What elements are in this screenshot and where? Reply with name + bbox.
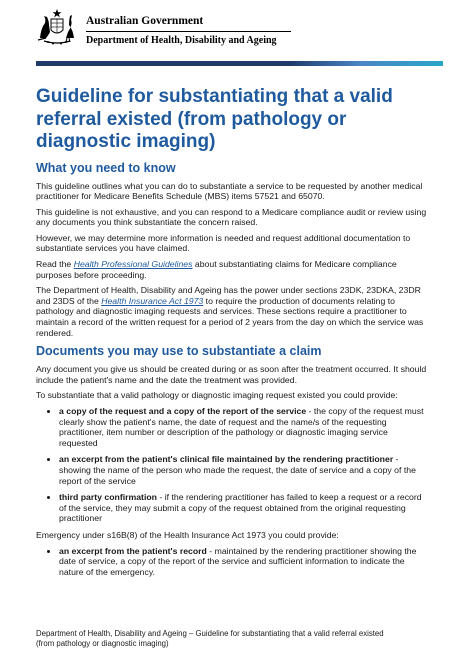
list-item-bold: an excerpt from the patient's clinical file maintained by the rendering practitioner — [59, 454, 394, 465]
paragraph: To substantiate that a valid pathology or diagnostic imaging request existed you could provide: — [36, 390, 398, 401]
paragraph: This guideline outlines what you can do to substantiate a service to be requested by another medical practitioner for Medicare Benefits Schedule (MBS) items 57521 and 65070. — [36, 180, 423, 202]
header-color-band — [36, 61, 443, 66]
list-item — [59, 492, 428, 524]
footer-line: (from pathology or diagnostic imaging) — [36, 638, 169, 648]
paragraph: However, we may determine more information is needed and request additional documentation to substantiate services you have claimed. — [36, 232, 411, 254]
document-body — [36, 86, 428, 583]
list-item — [59, 454, 428, 486]
paragraph: Any document you give us should be created during or as soon after the treatment occurred. It should include the patient's name and the date the treatment was provided. — [36, 364, 427, 385]
text-run: The Department of Health, Disability and Ageing has the power under sections 23DK, 23DKA, 23DR and 23DS of the — [36, 285, 421, 306]
list-item-text: - showing the name of the person who made the request, the date of service and a copy of the report of the service — [59, 454, 416, 486]
paragraph — [36, 285, 428, 338]
footer-line: Department of Health, Disability and Ageing – Guideline for substantiating that a valid referral existed — [36, 629, 384, 638]
text-run: about substantiating claims for Medicare compliance purposes before proceeding. — [36, 259, 397, 280]
list-item-text: - if the rendering practitioner has failed to keep a request or a record of the service, they may submit a copy of the request obtained from the original requesting practitioner — [59, 492, 422, 524]
health-insurance-act-link[interactable]: Health Insurance Act 1973 — [101, 295, 204, 306]
section-heading-what-you-need-to-know: What you need to know — [36, 160, 176, 175]
header-divider — [86, 31, 291, 32]
list-item-text: - maintained by the rendering practitioner showing the date of service, a copy of the report of the service and sufficient information to indicate the nature of the emergency. — [59, 545, 417, 577]
list-item-bold: an excerpt from the patient's record — [59, 545, 207, 556]
paragraph: This guideline is not exhaustive, and you can respond to a Medicare compliance audit or review using any documents you think substantiate the concern raised. — [36, 206, 427, 228]
list-item — [59, 406, 428, 448]
department-name: Department of Health, Disability and Ageing — [86, 35, 277, 46]
paragraph — [36, 259, 428, 280]
commonwealth-coat-of-arms-icon — [36, 8, 78, 46]
page-header — [36, 8, 436, 48]
paragraph: Emergency under s16B(8) of the Health Insurance Act 1973 you could provide: — [36, 529, 339, 540]
list-item-bold: third party confirmation — [59, 492, 157, 503]
list-item — [59, 546, 428, 578]
list-item-bold: a copy of the request and a copy of the report of the service — [59, 406, 307, 416]
page-footer — [36, 629, 436, 648]
section-heading-documents: Documents you may use to substantiate a claim — [36, 344, 322, 359]
text-run: Read the — [36, 259, 74, 270]
list-item-text: - the copy of the request must clearly show the patient's name, the date of request and the name/s of the requesting practitioner, item number or description of the pathology or diagnostic imaging service requested — [59, 406, 424, 448]
substantiation-documents-list — [36, 406, 428, 524]
page-title: Guideline for substantiating that a valid referral existed (from pathology or diagnostic imaging) — [36, 86, 393, 152]
text-run: to require the production of documents relating to pathology and diagnostic imaging requests and services. These sections require a practitioner to maintain a record of the written request for a period of 2 years from the day on which the service was rendered. — [36, 295, 424, 338]
emergency-documents-list — [36, 546, 428, 578]
health-professional-guidelines-link[interactable]: Health Professional Guidelines — [73, 259, 193, 270]
government-name: Australian Government — [86, 15, 204, 27]
